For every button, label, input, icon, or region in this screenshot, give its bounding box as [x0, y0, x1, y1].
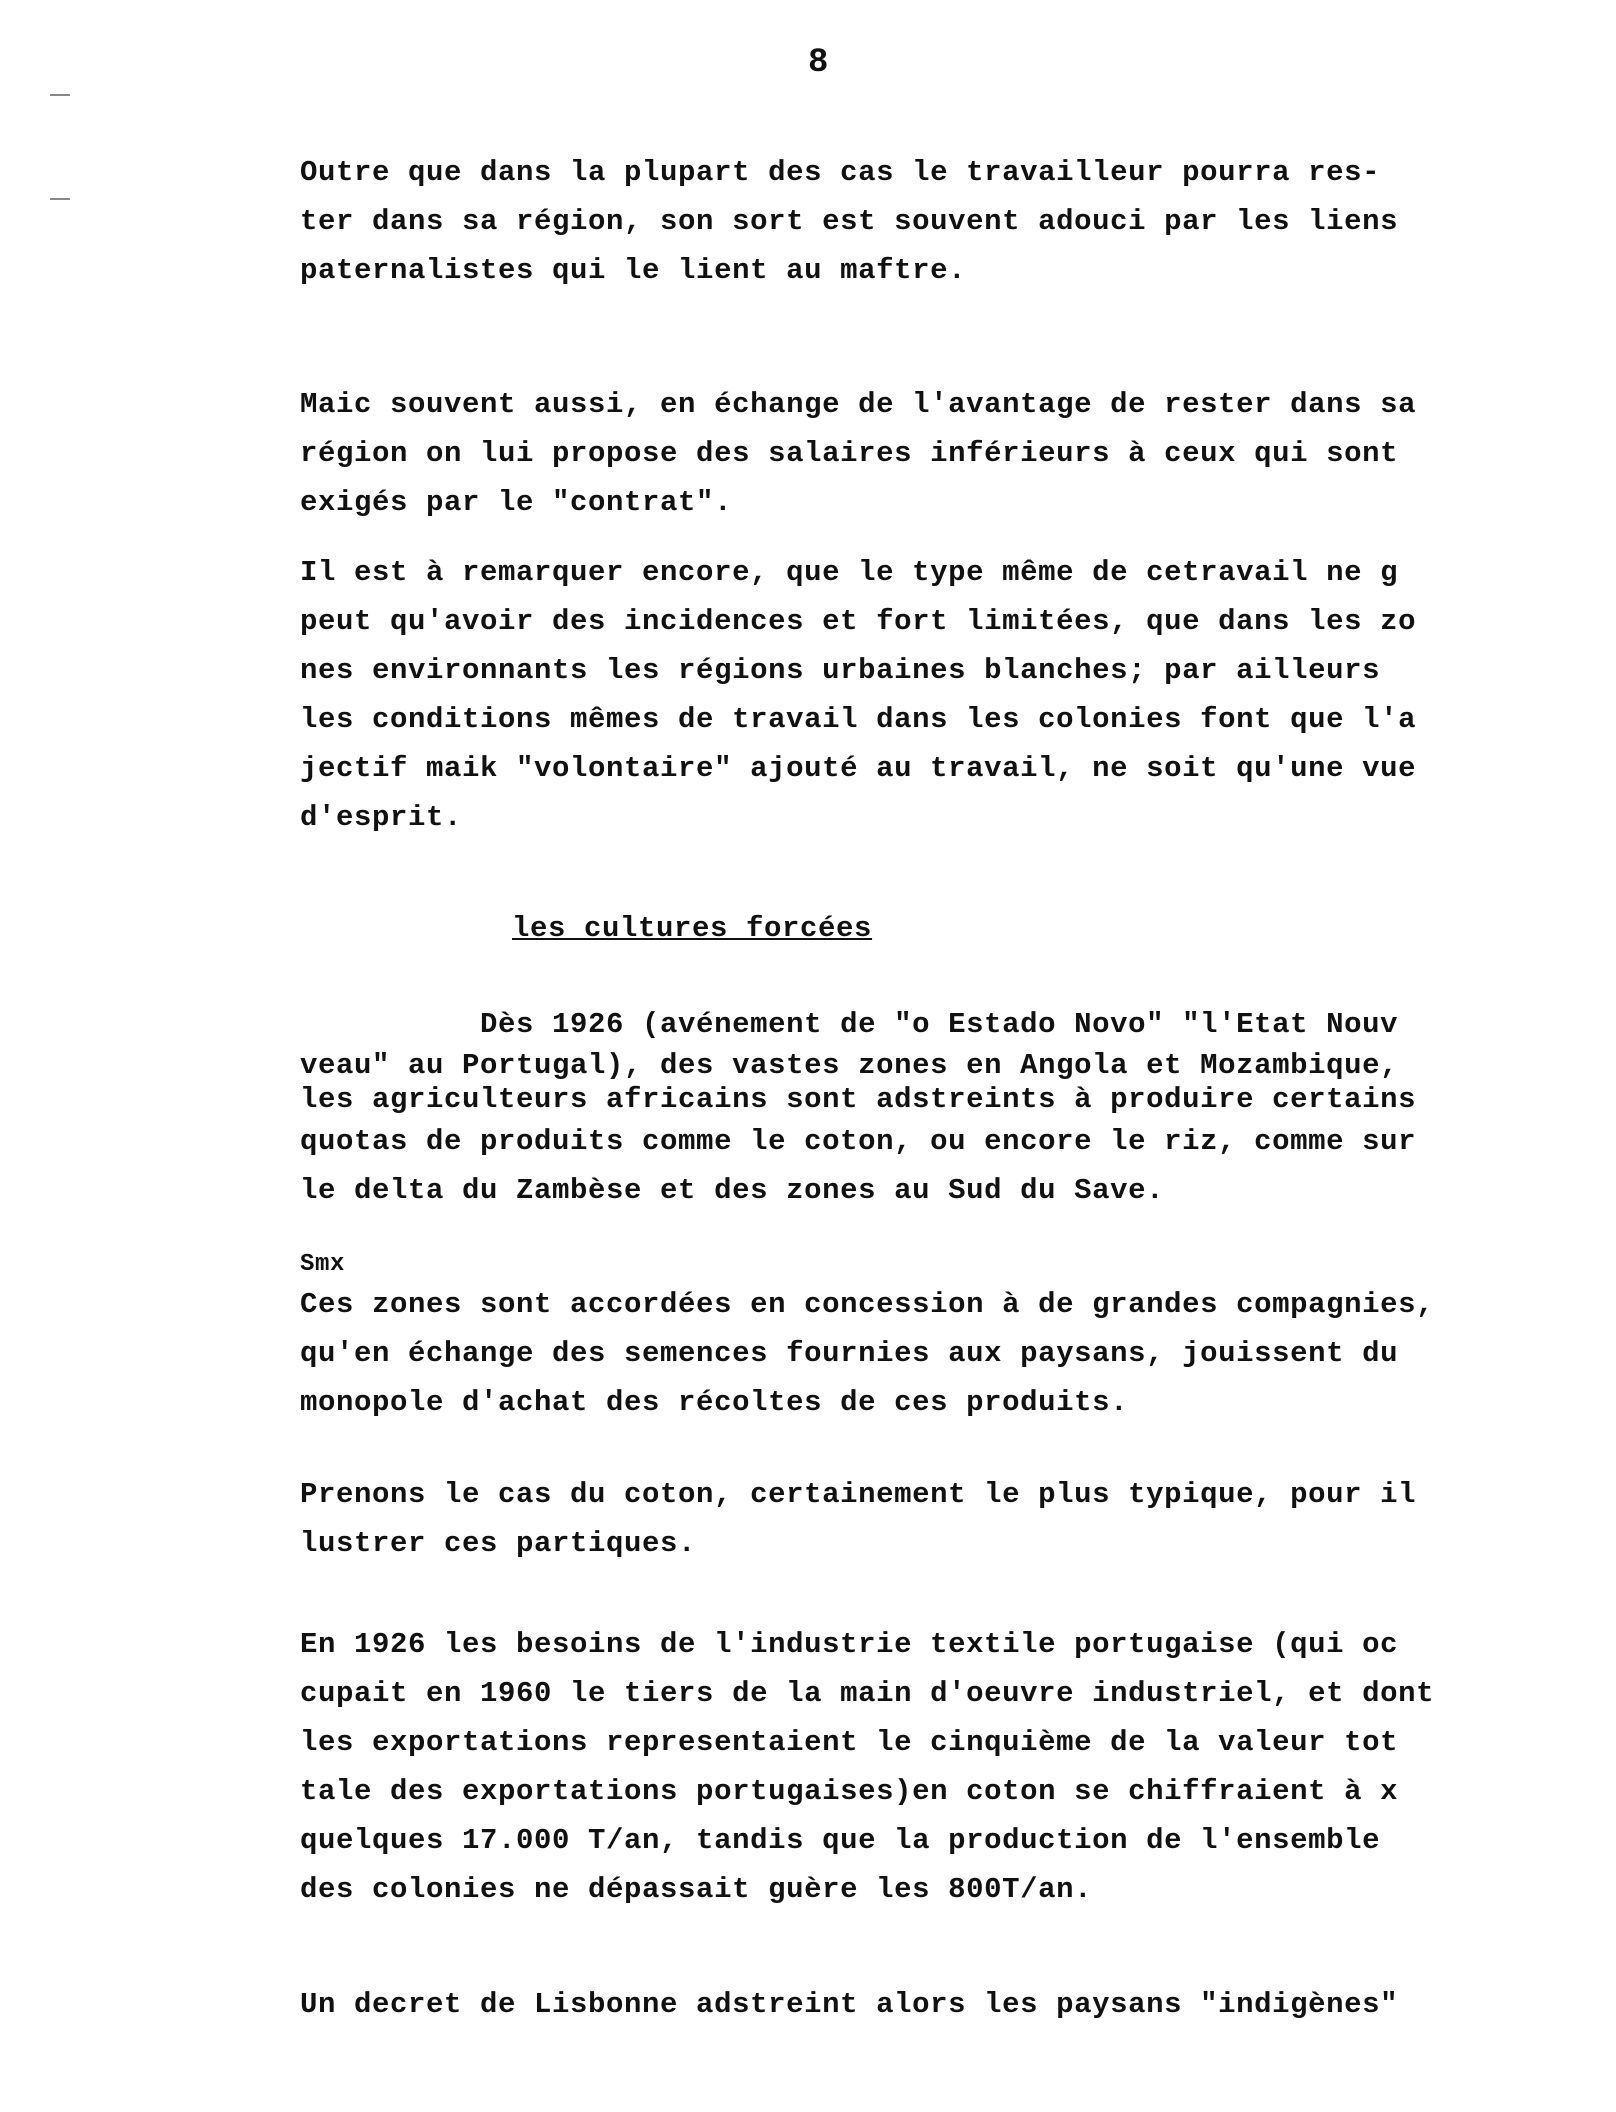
text-line: lustrer ces partiques. [300, 1527, 697, 1560]
text-line: qu'en échange des semences fournies aux paysans, jouissent du [300, 1337, 1399, 1370]
text-line: Prenons le cas du coton, certainement le plus typique, pour il [300, 1478, 1417, 1511]
text-line: les agriculteurs africains sont adstreints à produire certains [300, 1083, 1417, 1116]
paragraph-4 [300, 1000, 1600, 1215]
paragraph-3 [300, 548, 1600, 842]
paragraph-2 [300, 380, 1600, 527]
text-line: quelques 17.000 T/an, tandis que la production de l'ensemble [300, 1824, 1381, 1857]
text-line: Un decret de Lisbonne adstreint alors les paysans "indigènes" [300, 1988, 1399, 2021]
text-line: jectif maik "volontaire" ajouté au travail, ne soit qu'une vue [300, 752, 1417, 785]
text-line: peut qu'avoir des incidences et fort limitées, que dans les zo [300, 605, 1417, 638]
text-line: le delta du Zambèse et des zones au Sud du Save. [300, 1174, 1165, 1207]
text-line: région on lui propose des salaires inférieurs à ceux qui sont [300, 437, 1399, 470]
text-line: d'esprit. [300, 801, 463, 834]
text-line: Outre que dans la plupart des cas le travailleur pourra res- [300, 156, 1381, 189]
text-line: tale des exportations portugaises)en coton se chiffraient à x [300, 1775, 1399, 1808]
section-heading: les cultures forcées [512, 912, 873, 945]
text-line: des colonies ne dépassait guère les 800T/an. [300, 1873, 1093, 1906]
text-line: En 1926 les besoins de l'industrie textile portugaise (qui oc [300, 1628, 1399, 1661]
text-line: exigés par le "contrat". [300, 486, 733, 519]
text-line: veau" au Portugal), des vastes zones en Angola et Mozambique, [300, 1049, 1399, 1082]
margin-mark [50, 94, 70, 96]
paragraph-5 [300, 1250, 1600, 1427]
paragraph-6 [300, 1470, 1600, 1568]
text-line: nes environnants les régions urbaines blanches; par ailleurs [300, 654, 1381, 687]
paragraph-8 [300, 1980, 1600, 2029]
struck-mark: Smx [300, 1251, 346, 1278]
paragraph-7 [300, 1620, 1600, 1914]
text-line: Il est à remarquer encore, que le type même de cetravail ne g [300, 556, 1399, 589]
text-line: Ces zones sont accordées en concession à de grandes compagnies, [300, 1288, 1435, 1321]
text-line: monopole d'achat des récoltes de ces produits. [300, 1386, 1129, 1419]
text-line: paternalistes qui le lient au maftre. [300, 254, 967, 287]
margin-mark [50, 198, 70, 200]
text-line: les conditions mêmes de travail dans les colonies font que l'a [300, 703, 1417, 736]
text-line: Maic souvent aussi, en échange de l'avantage de rester dans sa [300, 388, 1417, 421]
page-number: 8 [808, 44, 829, 82]
text-line: Dès 1926 (avénement de "o Estado Novo" "l'Etat Nouv [300, 1008, 1399, 1041]
text-line: cupait en 1960 le tiers de la main d'oeuvre industriel, et dont [300, 1677, 1435, 1710]
text-line: quotas de produits comme le coton, ou encore le riz, comme sur [300, 1125, 1417, 1158]
text-line: ter dans sa région, son sort est souvent adouci par les liens [300, 205, 1399, 238]
paragraph-1 [300, 148, 1600, 295]
text-line: les exportations representaient le cinquième de la valeur tot [300, 1726, 1399, 1759]
